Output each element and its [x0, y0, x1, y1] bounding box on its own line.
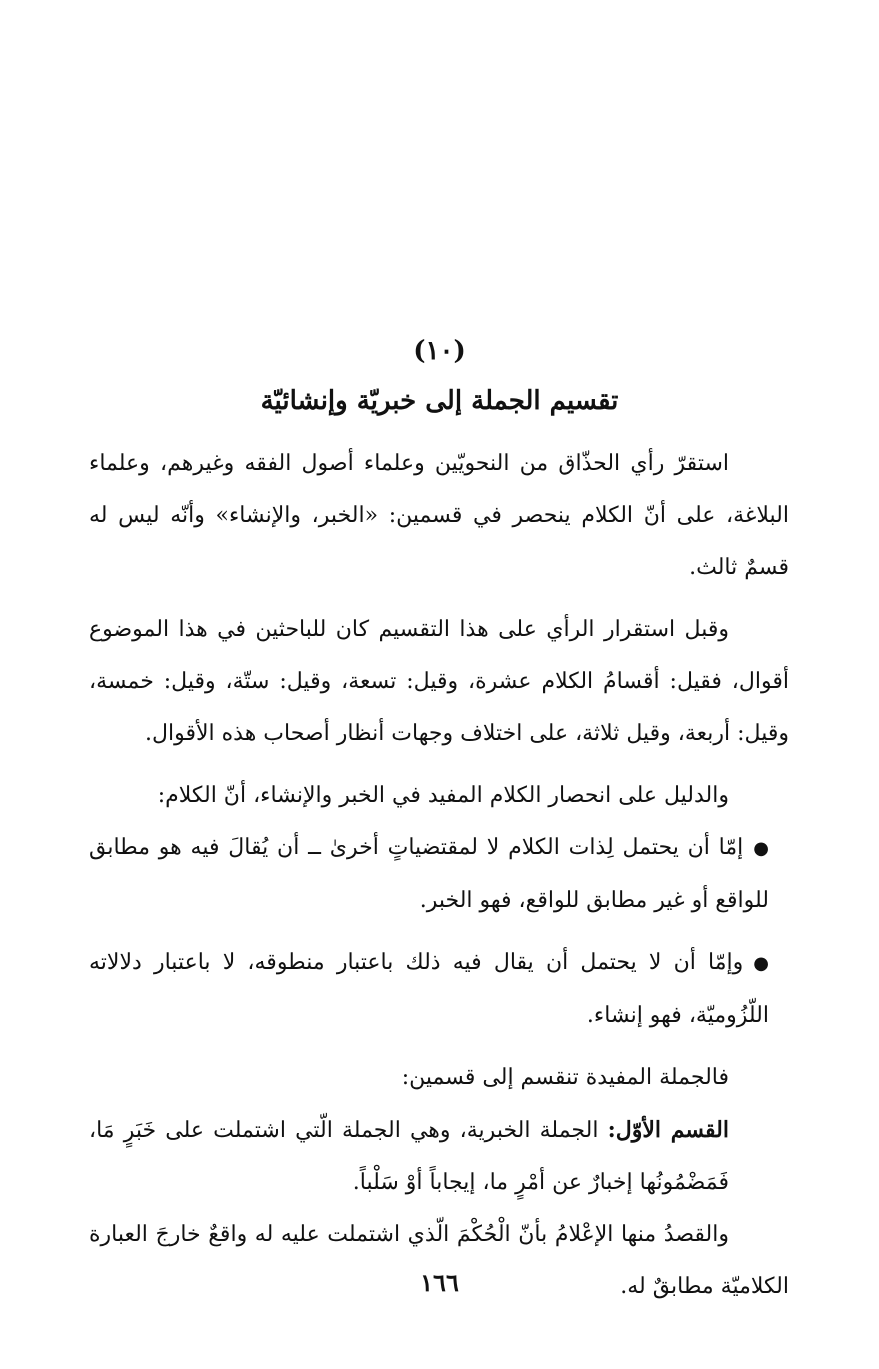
paragraph-division-intro: فالجملة المفيدة تنقسم إلى قسمين: — [401, 1065, 729, 1090]
paragraph-evidence: والدليل على انحصار الكلام المفيد في الخبر والإنشاء، أنّ الكلام: — [157, 783, 729, 808]
paragraph-definition: استقرّ رأي الحذّاق من النحويّين وعلماء أصول الفقه وغيرهم، وعلماء البلاغة، على أنّ الكلام ينحصر في قسمين: «الخبر، والإنشاء» وأنّه ليس له قسمٌ ثالث. — [89, 451, 789, 580]
page-number: ١٦٦ — [420, 1268, 459, 1297]
first-section-label: القسم الأوّل: — [607, 1117, 730, 1143]
bullet-text: وإمّا أن لا يحتمل أن يقال فيه ذلك باعتبار منطوقه، لا باعتبار دلالاته اللّزُوميّة، فهو إنشاء. — [89, 950, 769, 1028]
bullet-item-khabar — [89, 822, 789, 927]
bullet-item-inshaa — [89, 937, 789, 1042]
section-title: تقسيم الجملة إلى خبريّة وإنشائيّة — [260, 386, 619, 416]
paragraph-first-section — [89, 1104, 789, 1209]
bullet-icon: ● — [753, 838, 769, 859]
bullet-icon: ● — [753, 953, 769, 974]
paragraph-purpose: والقصدُ منها الإعْلامُ بأنّ الْحُكْمَ الّذي اشتملت عليه له واقعٌ خارجَ العبارة الكلاميّة مطابقٌ له. — [89, 1222, 789, 1299]
paragraph-prior-opinions: وقبل استقرار الرأي على هذا التقسيم كان للباحثين في هذا الموضوع أقوال، فقيل: أقسامُ الكلام عشرة، وقيل: تسعة، وقيل: ستّة، وقيل: خمسة، وقيل: أربعة، وقيل ثلاثة، على اختلاف وجهات أنظار أصحاب هذه الأقوال. — [89, 617, 789, 746]
body-text — [89, 438, 789, 1313]
section-number: (١٠) — [413, 336, 466, 366]
bullet-text: إمّا أن يحتمل لِذات الكلام لا لمقتضياتٍ أخرىٰ ــ أن يُقالَ فيه هو مطابق للواقع أو غير مطابق للواقع، فهو الخبر. — [89, 835, 769, 913]
first-section-text: الجملة الخبرية، وهي الجملة الّتي اشتملت على خَبَرٍ مَا، فَمَضْمُونُها إخبارٌ عن أمْرٍ ما، إيجاباً أوْ سَلْباً. — [89, 1118, 729, 1195]
